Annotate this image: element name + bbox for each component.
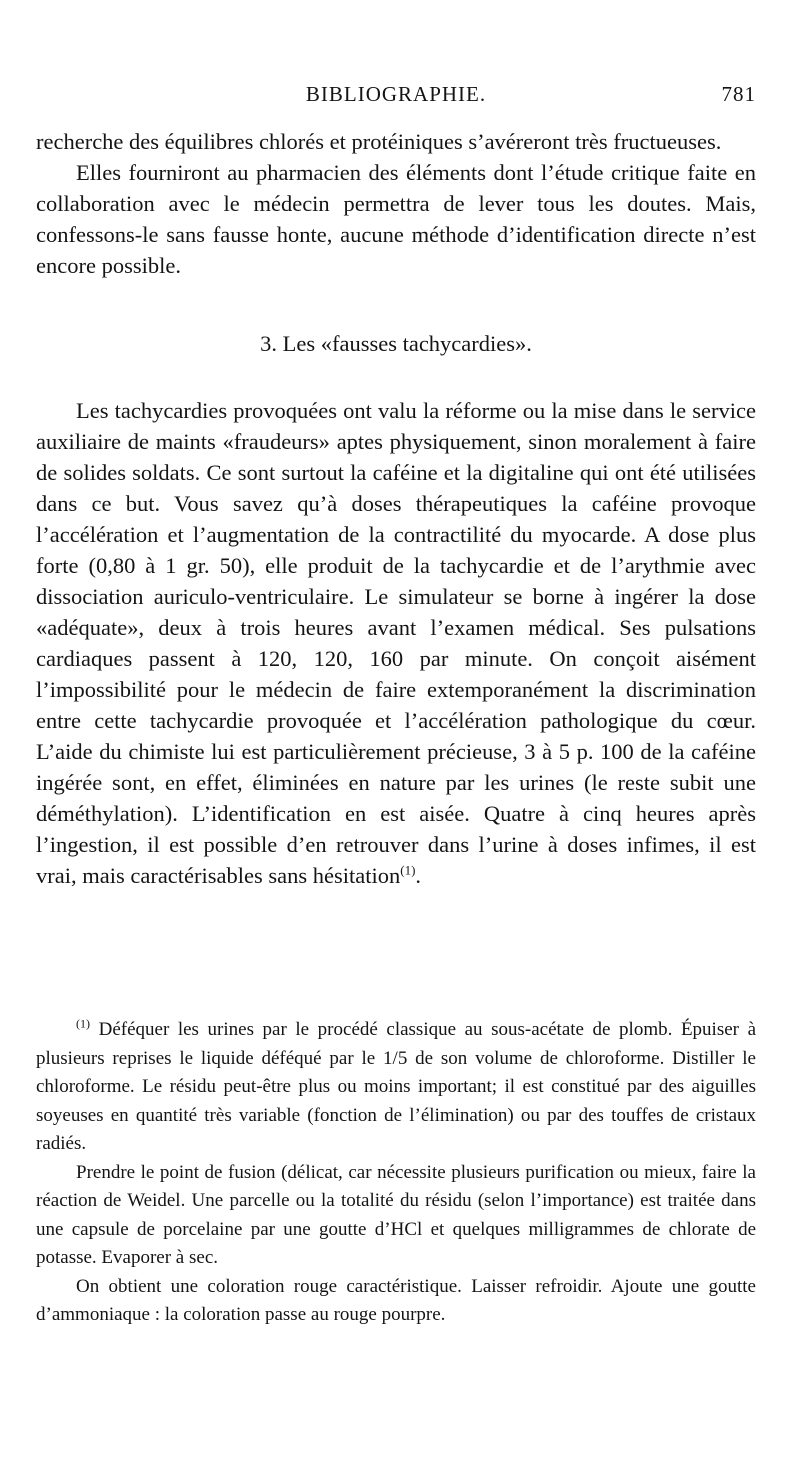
footnote-paragraph: On obtient une coloration rouge caractéristique. Laisser refroidir. Ajoute une goutte d’ammoniaque : la coloration passe au rouge pourpre. (36, 1275, 756, 1325)
footnote-text: Déféquer les urines par le procédé classique au sous-acétate de plomb. Épuiser à plusieurs reprises le liquide déféqué par le 1/5 de son volume de chloroforme. Distiller le chloroforme. Le résidu peut-être plus ou moins important; il est constitué par des aiguilles soyeuses en quantité très variable (fonction de l’élimination) ou par des touffes de cristaux radiés. (36, 1019, 757, 1154)
section-heading: 3. Les «fausses tachycardies». (260, 331, 532, 356)
footnotes (36, 1016, 756, 1330)
paragraph-continuation: recherche des équilibres chlorés et protéiniques s’avéreront très fructueuses. (36, 129, 722, 154)
footnote-mark: (1) (76, 1016, 90, 1031)
footnote-reference: (1) (400, 862, 416, 878)
running-title: BIBLIOGRAPHIE. (305, 82, 487, 106)
footnote-paragraph: Prendre le point de fusion (délicat, car nécessite plusieurs purification ou mieux, faire la réaction de Weidel. Une parcelle ou la totalité du résidu (selon l’importance) est traitée dans une capsule de porcelaine par une goutte d’HCl et quelques milligrammes de chlorate de potasse. Evaporer à sec. (36, 1161, 756, 1268)
paragraph-end: . (415, 863, 422, 888)
page-number: 781 (721, 82, 756, 106)
page-header (36, 82, 756, 118)
paragraph (36, 395, 756, 891)
footnote (36, 1016, 756, 1159)
paragraph-text: Les tachycardies provoquées ont valu la réforme ou la mise dans le service auxiliaire de maints «fraudeurs» aptes physiquement, sinon moralement à faire de solides soldats. Ce sont surtout la caféine et la digitaline qui ont été utilisées dans ce but. Vous savez qu’à doses thérapeutiques la caféine provoque l’accélération et l’augmentation de la contractilité du myocarde. A dose plus forte (0,80 à 1 gr. 50), elle produit de la tachycardie et de l’arythmie avec dissociation auriculo-ventriculaire. Le simulateur se borne à ingérer la dose «adéquate», deux à trois heures avant l’examen médical. Ses pulsations cardiaques passent à 120, 120, 160 par minute. On conçoit aisément l’impossibilité pour le médecin de faire extemporanément la discrimination entre cette tachycardie provoquée et l’accélération pathologique du cœur. L’aide du chimiste lui est particulièrement précieuse, 3 à 5 p. 100 de la caféine ingérée sont, en effet, éliminées en nature par les urines (le reste subit une déméthylation). L’identification en est aisée. Quatre à cinq heures après l’ingestion, il est possible d’en retrouver dans l’urine à doses infimes, il est vrai, mais caractérisables sans hésitation (36, 398, 756, 888)
paragraph: Elles fourniront au pharmacien des éléments dont l’étude critique faite en collaboration avec le médecin permettra de lever tous les doutes. Mais, confessons-le sans fausse honte, aucune méthode d’identification directe n’est encore possible. (36, 160, 756, 278)
main-text (36, 126, 756, 891)
